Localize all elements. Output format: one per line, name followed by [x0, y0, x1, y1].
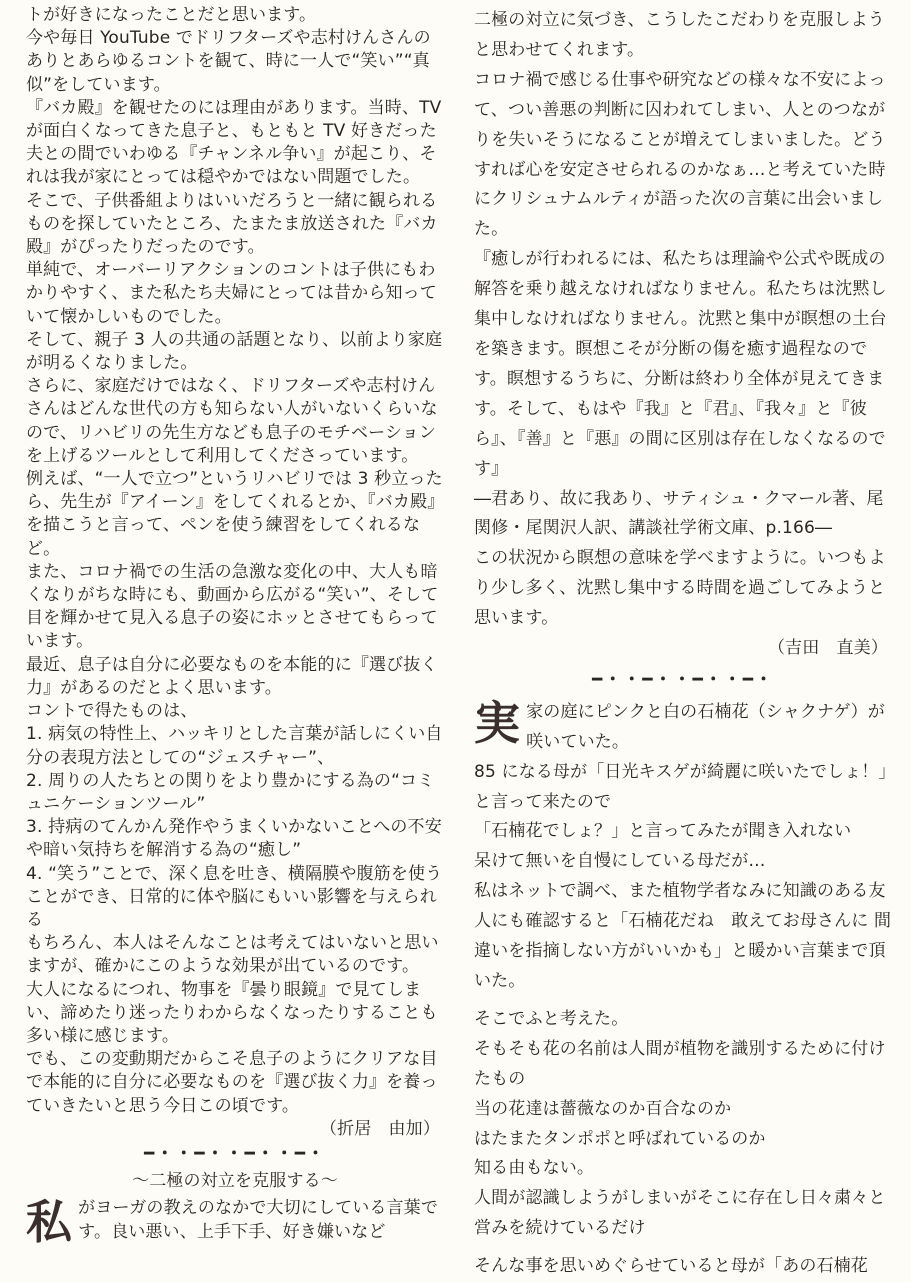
list-item: 2. 周りの人たちとの関りをより豊かにする為の“コミュニケーションツール”	[26, 770, 435, 814]
paragraph: また、コロナ禍での生活の急激な変化の中、大人も暗くなりがちな時にも、動画から広がる“笑い”、そして目を輝かせて見入る息子の姿にホッとさせてもらっています。	[26, 561, 439, 652]
paragraph: 今や毎日 YouTube でドリフターズや志村けんさんのありとあらゆるコントを観て、時に一人で“笑い”“真似”をしています。	[26, 28, 431, 95]
paragraph: さらに、家庭だけではなく、ドリフターズや志村けんさんはどんな世代の方も知らない人がいないくらいなので、リハビリの先生方なども息子のモチベーションを上げるツールとして利用してくださっています。	[26, 376, 438, 466]
paragraph: はたまたタンポポと呼ばれているのか	[474, 1128, 766, 1149]
author-signature: （折居 由加）	[319, 1118, 440, 1139]
paragraph: 人間が認識しようがしまいがそこに存在し日々粛々と営みを続けているだけ	[474, 1188, 886, 1239]
list-item: 4. “笑う”ことで、深く息を吐き、横隔膜や腹筋を使うことができ、日常的に体や脳にもいい影響を与えられる	[26, 863, 443, 930]
paragraph: この状況から瞑想の意味を学べますように。いつもより少し多く、沈黙し集中する時間を過ごしてみようと思います。	[474, 548, 886, 629]
paragraph: 単純で、オーバーリアクションのコントは子供にもわかりやすく、また私たち夫婦にとっては昔から知っていて懐かしいものでした。	[26, 260, 437, 327]
list-item: 1. 病気の特性上、ハッキリとした言葉が話しにくい自分の表現方法としての“ジェスチャー”、	[26, 724, 443, 768]
quotation: 『癒しが行われるには、私たちは理論や公式や既成の解答を乗り越えなければなりません。私たちは沈黙し集中しなければなりません。沈黙と集中が瞑想の土台を築きます。瞑想こそが分断の傷を癒す過程なのです。瞑想するうちに、分断は終わり全体が見えてきます。そして、もはや『我』と『君』、『我々』と『彼ら』、『善』と『悪』の間に区別は存在しなくなるのです』	[474, 249, 887, 479]
paragraph: もちろん、本人はそんなことは考えてはいないと思いますが、確かにこのような効果が出ているのです。	[26, 933, 439, 977]
paragraph: 当の花達は薔薇なのか百合なのか	[474, 1098, 732, 1119]
dropcap-text: がヨーガの教えのなかで大切にしている言葉です。良い悪い、上手下手、好き嫌いなど	[78, 1198, 438, 1242]
section-divider: ━・・━・・━・・━・	[592, 669, 774, 690]
paragraph: コロナ禍で感じる仕事や研究などの様々な不安によって、つい善悪の判断に囚われてしまい、人とのつながりを失いそうになることが増えてしまいました。どうすれば心を安定させられるのかなぁ…と考えていた時にクリシュナムルティが語った次の言葉に出会いました。	[474, 69, 886, 240]
right-column	[474, 6, 892, 1282]
paragraph: 大人になるにつれ、物事を『曇り眼鏡』で見てしまい、諦めたり迷ったりわからなくなったりすることも多い様に感じます。	[26, 979, 438, 1046]
dropcap: 私	[26, 1195, 73, 1250]
dropcap-paragraph	[26, 1195, 444, 1250]
dropcap-text: 家の庭にピンクと白の石楠花（シャクナゲ）が咲いていた。	[526, 701, 885, 752]
dropcap-paragraph	[474, 695, 892, 758]
paragraph: そんな事を思いめぐらせていると母が「あの石楠花	[474, 1256, 868, 1277]
paragraph: 例えば、“一人で立つ”というリハビリでは 3 秒立ったら、先生が『アイーン』をしてくれるとか、『バカ殿』を描こうと言って、ペンを使う練習をしてくれるなど。	[26, 469, 443, 559]
paragraph: 最近、息子は自分に必要なものを本能的に『選び抜く力』があるのだとよく思います。	[26, 654, 438, 698]
paragraph: 二極の対立に気づき、こうしたこだわりを克服しようと思わせてくれます。	[474, 10, 885, 60]
paragraph: コントで得たものは、	[26, 701, 198, 722]
paragraph: 「石楠花でしょ？」と言ってみたが聞き入れない	[474, 821, 852, 842]
paragraph: 呆けて無いを自慢にしている母だが…	[474, 851, 766, 872]
paragraph: 知る由もない。	[474, 1158, 595, 1179]
section-divider: ━・・━・・━・・━・	[144, 1143, 326, 1164]
paragraph: 85 になる母が「日光キスゲが綺麗に咲いたでしょ！」と言って来たので	[474, 761, 888, 812]
paragraph: そもそも花の名前は人間が植物を識別するために付けたもの	[474, 1038, 886, 1089]
paragraph: 『バカ殿』を観せたのには理由があります。当時、TVが面白くなってきた息子と、もともと TV 好きだった夫との間でいわゆる『チャンネル争い』が起こり、それは我が家にとっては穏やかではない問題でした。	[26, 97, 442, 188]
author-signature: （吉田 直美）	[767, 638, 888, 659]
paragraph: そして、親子 3 人の共通の話題となり、以前より家庭が明るくなりました。	[26, 329, 443, 374]
section-subtitle: ～二極の対立を克服する～	[132, 1171, 338, 1192]
left-column	[26, 4, 444, 1250]
list-item: 3. 持病のてんかん発作やうまくいかないことへの不安や暗い気持ちを解消する為の“癒し”	[26, 817, 442, 861]
paragraph: 私はネットで調べ、また植物学者なみに知識のある友人にも確認すると「石楠花だね 敢えてお母さんに 間違いを指摘しない方がいいかも」と暖かい言葉まで頂いた。	[474, 881, 892, 991]
paragraph: でも、この変動期だからこそ息子のようにクリアな目で本能的に自分に必要なものを『選び抜く力』を養っていきたいと思う今日この頃です。	[26, 1049, 438, 1116]
citation: ―君あり、故に我あり、サティシュ・クマール著、尾関修・尾関沢人訳、講談社学術文庫、p.166―	[474, 488, 884, 539]
paragraph: そこでふと考えた。	[474, 1008, 629, 1029]
dropcap: 実	[474, 695, 521, 750]
paragraph: トが好きになったことだと思います。	[26, 5, 317, 25]
paragraph: そこで、子供番組よりはいいだろうと一緒に観られるものを探していたところ、たまたま放送された『バカ殿』がぴったりだったのです。	[26, 190, 438, 258]
